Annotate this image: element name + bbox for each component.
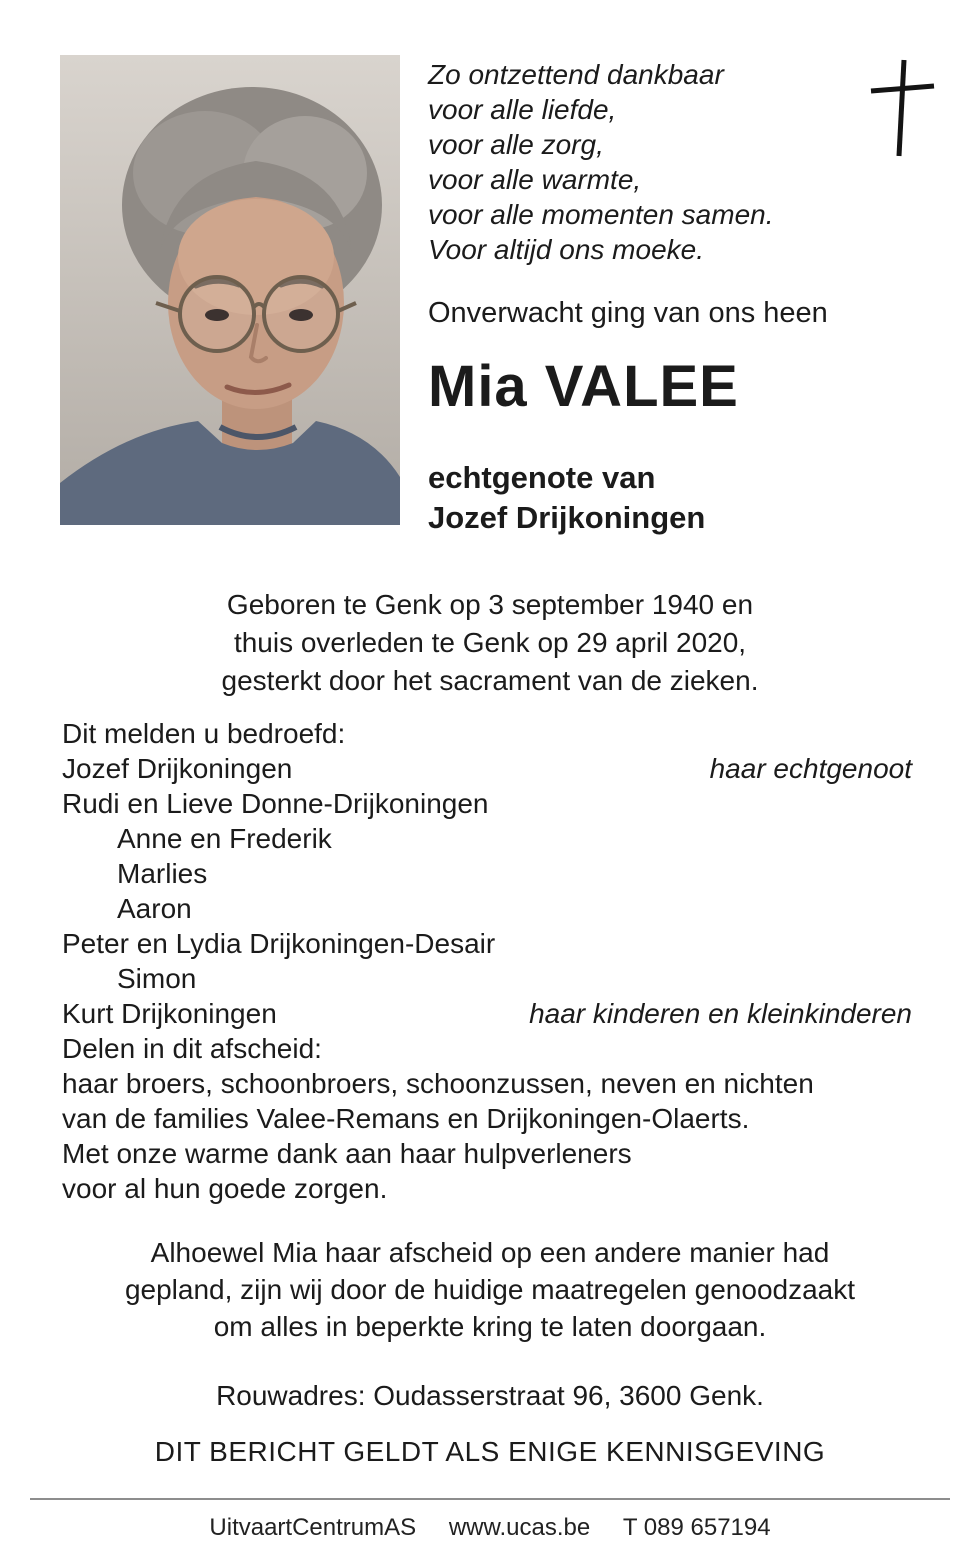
- notice-line: gepland, zijn wij door de huidige maatregelen genoodzaakt: [124, 1274, 856, 1305]
- spouse-name: Jozef Drijkoningen: [428, 500, 706, 535]
- portrait-photo-illustration: [60, 55, 400, 525]
- birth-death-text: [0, 586, 980, 700]
- tribute-line: Zo ontzettend dankbaar: [428, 59, 724, 90]
- header-section: [60, 55, 908, 538]
- announcement-intro: Onverwacht ging van ons heen: [428, 297, 828, 329]
- tribute-line: Voor altijd ons moeke.: [428, 234, 704, 265]
- family-relation: haar echtgenoot: [709, 753, 912, 784]
- funeral-home-phone: T 089 657194: [622, 1514, 771, 1541]
- family-section: [62, 716, 912, 1206]
- family-row: [62, 996, 912, 1031]
- funeral-home-website: www.ucas.be: [448, 1514, 591, 1541]
- mourning-address: Rouwadres: Oudasserstraat 96, 3600 Genk.: [216, 1380, 764, 1411]
- closing-line: Delen in dit afscheid:: [62, 1033, 322, 1064]
- portrait-photo: [60, 55, 400, 525]
- birth-death-line: gesterkt door het sacrament van de zieken.: [221, 665, 759, 696]
- closing-line: voor al hun goede zorgen.: [62, 1173, 388, 1204]
- family-row: Marlies: [117, 858, 208, 889]
- deceased-name: Mia VALEE: [428, 354, 739, 419]
- closing-line: haar broers, schoonbroers, schoonzussen, neven en nichten: [62, 1068, 814, 1099]
- tribute-line: voor alle warmte,: [428, 164, 642, 195]
- funeral-home-name: UitvaartCentrumAS: [209, 1514, 417, 1541]
- footer-divider: [30, 1498, 950, 1500]
- cross-icon: [866, 58, 938, 158]
- family-relation: haar kinderen en kleinkinderen: [529, 998, 912, 1029]
- family-row: Peter en Lydia Drijkoningen-Desair: [62, 928, 496, 959]
- header-text: [428, 55, 908, 538]
- family-row: Rudi en Lieve Donne-Drijkoningen: [62, 788, 489, 819]
- relation-label: echtgenote van: [428, 460, 656, 495]
- tribute-line: voor alle liefde,: [428, 94, 617, 125]
- family-member: Jozef Drijkoningen: [62, 753, 293, 784]
- cross-icon-svg: [866, 58, 938, 158]
- family-member: Kurt Drijkoningen: [62, 998, 277, 1029]
- closing-line: Met onze warme dank aan haar hulpverleners: [62, 1138, 632, 1169]
- birth-death-line: Geboren te Genk op 3 september 1940 en: [226, 589, 754, 620]
- final-notice: DIT BERICHT GELDT ALS ENIGE KENNISGEVING: [154, 1436, 826, 1467]
- family-row: Anne en Frederik: [117, 823, 332, 854]
- tribute-text: [428, 57, 908, 267]
- tribute-line: voor alle momenten samen.: [428, 199, 774, 230]
- family-row: Aaron: [117, 893, 192, 924]
- closing-line: van de families Valee-Remans en Drijkoningen-Olaerts.: [62, 1103, 750, 1134]
- family-row: Simon: [117, 963, 197, 994]
- birth-death-line: thuis overleden te Genk op 29 april 2020,: [233, 627, 747, 658]
- family-intro: Dit melden u bedroefd:: [62, 718, 346, 749]
- notice-line: om alles in beperkte kring te laten doorgaan.: [213, 1311, 767, 1342]
- footer: [0, 1514, 980, 1542]
- family-row: [62, 751, 912, 786]
- tribute-line: voor alle zorg,: [428, 129, 604, 160]
- restrictions-notice: [0, 1234, 980, 1345]
- notice-line: Alhoewel Mia haar afscheid op een andere manier had: [150, 1237, 830, 1268]
